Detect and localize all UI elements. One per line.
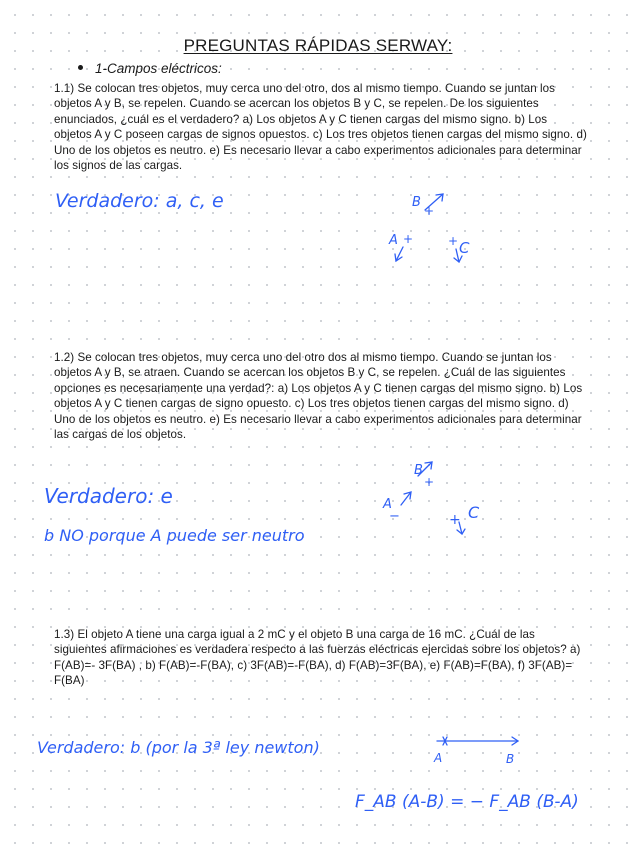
sketch2-label-b: B bbox=[414, 463, 423, 478]
sketch1-plus-a: + bbox=[403, 232, 414, 246]
sketch3-label-a: A bbox=[434, 751, 443, 765]
sketch1-plus-c: + bbox=[448, 234, 459, 248]
section-label: 1-Campos eléctricos: bbox=[95, 61, 222, 76]
sketch2-label-c: C bbox=[468, 503, 480, 522]
sketch1-label-b: B bbox=[412, 195, 421, 210]
question-3-answer: Verdadero: b (por la 3ª ley newton) bbox=[37, 738, 320, 757]
question-2-answer: Verdadero: e bbox=[44, 484, 173, 508]
question-1-text: 1.1) Se colocan tres objetos, muy cerca uno del otro, dos al mismo tiempo. Cuando se juntan los objetos A y B, se repelen. Cuando se acercan los objetos B y C, se repelen. De los siguientes enunciados, ¿cuál es el verdadero? a) Los objetos A y C tienen cargas del mismo signo. b) Los objetos A y C poseen cargas de signos opuestos. c) Los tres objetos tienen cargas del mismo signo. d) Uno de los objetos es neutro. e) Es necesario llevar a cabo experimentos adicionales para determinar los signos de las cargas. bbox=[54, 82, 587, 173]
question-2-text: 1.2) Se colocan tres objetos, muy cerca uno del otro dos al mismo tiempo. Cuando se juntan los objetos A y B, se atraen. Cuando se acercan los objetos B y C, se repelen. ¿Cuál de las siguientes opciones es necesariamente una verdad?: a) Los objetos A y C tienen cargas del mismo signo. b) Los objetos A y C tienen cargas de signo opuesto. c) Los tres objetos tienen cargas del mismo signo. d) Uno de los objetos es neutro. e) Es necesario llevar a cabo experimentos adicionales para determinar las cargas de los objetos. bbox=[54, 351, 583, 442]
sketch2-minus-a: − bbox=[389, 509, 400, 524]
sketch3-label-b: B bbox=[506, 752, 515, 766]
sketch1-label-a: A bbox=[389, 233, 398, 248]
page-title: PREGUNTAS RÁPIDAS SERWAY: bbox=[183, 36, 453, 55]
sketch2-label-a: A bbox=[383, 497, 392, 512]
question-2-note: b NO porque A puede ser neutro bbox=[44, 526, 305, 545]
question-3-formula: F_AB (A-B) = − F_AB (B-A) bbox=[355, 792, 579, 812]
sketch1-plus-b: + bbox=[424, 204, 435, 218]
question-3-text: 1.3) El objeto A tiene una carga igual a 2 mC y el objeto B una carga de 16 mC. ¿Cuál de las siguientes afirmaciones es verdadera respecto a las fuerzas eléctricas ejercidas sobre los objetos? a) F(AB)=- 3F(BA) , b) F(AB)=-F(BA), c) 3F(AB)=-F(BA), d) F(AB)=3F(BA), e) F(AB)=F(BA), f) 3F(AB)= F(BA) bbox=[54, 628, 581, 688]
sketch2-plus-b: + bbox=[424, 475, 435, 489]
sketch2-plus-c: + bbox=[449, 512, 461, 528]
sketch1-label-c: C bbox=[459, 239, 470, 257]
question-1-answer: Verdadero: a, c, e bbox=[55, 190, 224, 212]
